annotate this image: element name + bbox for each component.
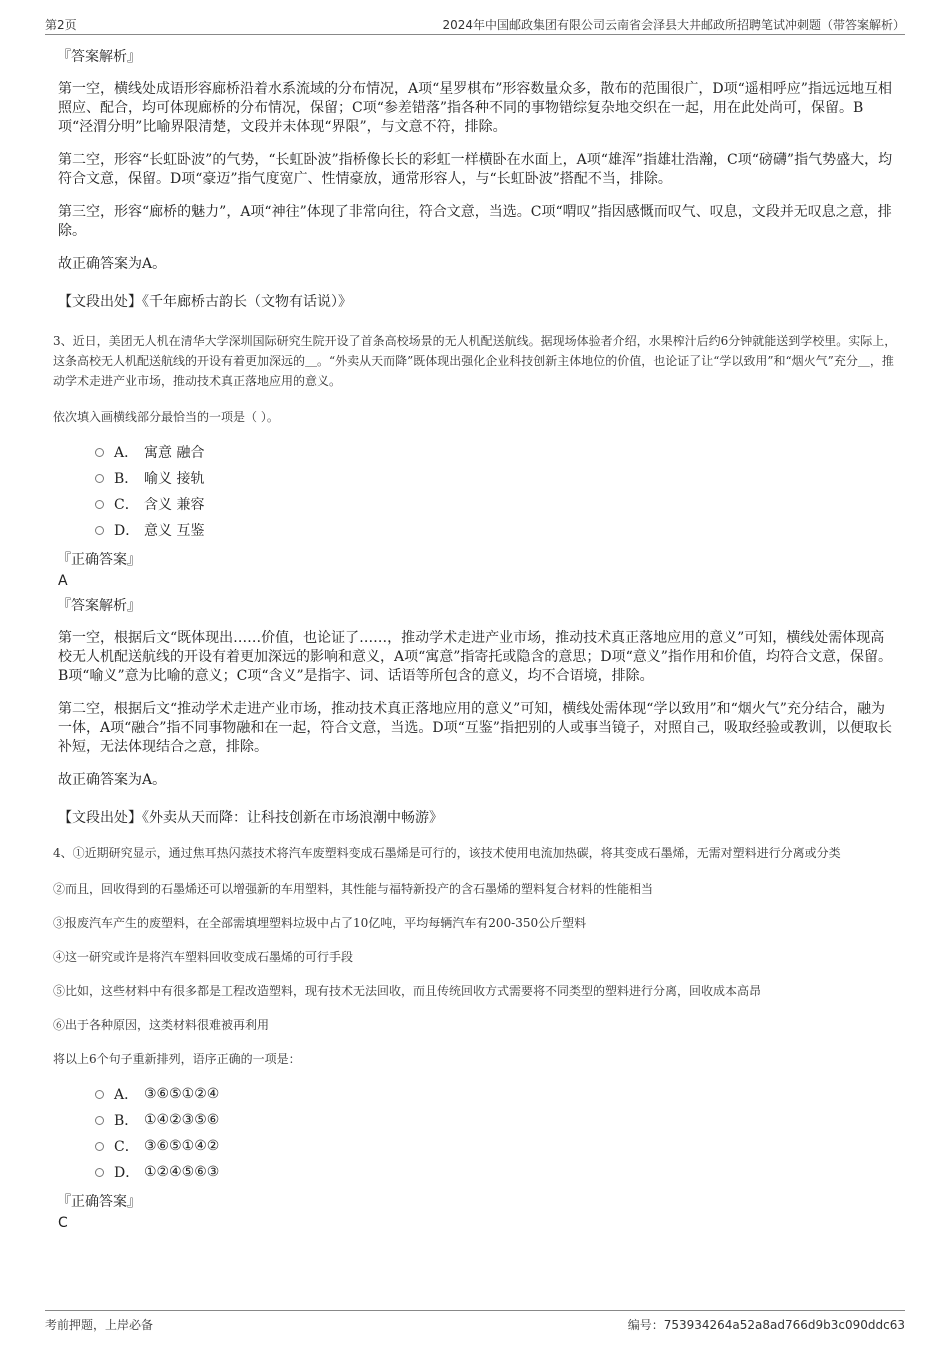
source-title: 《外卖从天而降：让科技创新在市场浪潮中畅游》 xyxy=(142,810,443,826)
option-d[interactable] xyxy=(95,1159,905,1185)
analysis-paragraph: 第一空，横线处成语形容廊桥沿着水系流域的分布情况，A项“星罗棋布”形容数量众多，散布的范围很广，D项“遥相呼应”指远远地互相照应、配合，均可体现廊桥的分布情况，保留；C项“参差错落”指各种不同的事物错综复杂地交织在一起，用在此处尚可，保留。B项“泾渭分明”比喻界限清楚，文段并未体现“界限”，与文意不符，排除。 xyxy=(58,81,892,135)
option-letter: B． xyxy=(114,471,139,487)
final-answer: 故正确答案为A。 xyxy=(58,256,167,272)
option-a[interactable] xyxy=(95,1081,905,1107)
question-instruction: 将以上6个句子重新排列，语序正确的一项是： xyxy=(53,1052,301,1066)
page-number: 第2页 xyxy=(45,18,77,32)
question-stem: 3、近日，美团无人机在清华大学深圳国际研究生院开设了首条高校场景的无人机配送航线。据现场体验者介绍，水果榨汁后约6分钟就能送到学校里。实际上，这条高校无人机配送航线的开设有着更加深远的＿。“外卖从天而降”既体现出强化企业科技创新主体地位的价值，也论证了让“学以致用”和“烟火气”充分＿，推动学术走进产业市场，推动技术真正落地应用的意义。 xyxy=(53,334,897,388)
option-a[interactable] xyxy=(95,439,905,465)
option-b[interactable] xyxy=(95,465,905,491)
correct-answer-heading: 『正确答案』 xyxy=(57,552,141,568)
source-citation xyxy=(58,291,905,311)
option-text: ③⑥⑤①②④ xyxy=(144,1086,220,1102)
final-answer: 故正确答案为A。 xyxy=(58,772,167,788)
options-list xyxy=(95,439,905,543)
option-letter: A． xyxy=(114,445,139,461)
question-sentence: ⑥出于各种原因，这类材料很难被再利用 xyxy=(53,1018,270,1032)
document-body xyxy=(55,40,905,1231)
radio-button[interactable] xyxy=(95,1090,104,1099)
option-text: ①②④⑤⑥③ xyxy=(144,1164,220,1180)
page-header xyxy=(45,14,905,35)
page-footer xyxy=(45,1310,905,1335)
analysis-paragraph: 第一空，根据后文“既体现出……价值，也论证了……，推动学术走进产业市场，推动技术真正落地应用的意义”可知，横线处需体现高校无人机配送航线的开设有着更加深远的影响和意义，A项“寓意”指寄托或隐含的意思；D项“意义”指作用和价值，均符合文意，保留。B项“喻义”意为比喻的意义；C项“含义”是指字、词、话语等所包含的意义，均不合语境，排除。 xyxy=(58,630,892,684)
analysis-paragraph: 第二空，根据后文“推动学术走进产业市场，推动技术真正落地应用的意义”可知，横线处需体现“学以致用”和“烟火气”充分结合，融为一体，A项“融合”指不同事物融和在一起，符合文意，当选。D项“互鉴”指把别的人或事当镜子，对照自己，吸取经验或教训，以便取长补短，无法体现结合之意，排除。 xyxy=(58,701,892,755)
option-c[interactable] xyxy=(95,491,905,517)
options-list xyxy=(95,1081,905,1185)
option-letter: B． xyxy=(114,1113,139,1129)
option-text: 意义 互鉴 xyxy=(144,523,205,539)
document-title: 2024年中国邮政集团有限公司云南省会泽县大井邮政所招聘笔试冲刺题（带答案解析） xyxy=(442,18,905,32)
question-sentence: 4、①近期研究显示，通过焦耳热闪蒸技术将汽车废塑料变成石墨烯是可行的，该技术使用电流加热碳，将其变成石墨烯，无需对塑料进行分离或分类 xyxy=(53,846,841,860)
question-sentence: ③报废汽车产生的废塑料，在全部需填埋塑料垃圾中占了10亿吨，平均每辆汽车有200-350公斤塑料 xyxy=(53,916,587,930)
option-b[interactable] xyxy=(95,1107,905,1133)
analysis-heading: 『答案解析』 xyxy=(57,598,141,614)
correct-answer-value: A xyxy=(58,573,68,589)
footer-slogan: 考前押题，上岸必备 xyxy=(45,1318,154,1332)
option-d[interactable] xyxy=(95,517,905,543)
option-text: 喻义 接轨 xyxy=(144,471,205,487)
option-c[interactable] xyxy=(95,1133,905,1159)
question-sentence: ②而且，回收得到的石墨烯还可以增强新的车用塑料，其性能与福特新投产的含石墨烯的塑料复合材料的性能相当 xyxy=(53,882,654,896)
correct-answer-heading: 『正确答案』 xyxy=(57,1194,141,1210)
radio-button[interactable] xyxy=(95,1142,104,1151)
analysis-paragraph: 第三空，形容“廊桥的魅力”，A项“神往”体现了非常向往，符合文意，当选。C项“喟叹”指因感慨而叹气、叹息，文段并无叹息之意，排除。 xyxy=(58,204,892,239)
question-sentence: ⑤比如，这些材料中有很多都是工程改造塑料，现有技术无法回收，而且传统回收方式需要将不同类型的塑料进行分离，回收成本高昂 xyxy=(53,984,762,998)
radio-button[interactable] xyxy=(95,500,104,509)
option-text: 含义 兼容 xyxy=(144,497,205,513)
source-prefix: 【文段出处】 xyxy=(58,810,142,826)
radio-button[interactable] xyxy=(95,474,104,483)
source-title: 《千年廊桥古韵长（文物有话说）》 xyxy=(142,294,352,310)
analysis-heading: 『答案解析』 xyxy=(57,49,141,65)
radio-button[interactable] xyxy=(95,1168,104,1177)
option-letter: C． xyxy=(114,497,139,513)
analysis-paragraph: 第二空，形容“长虹卧波”的气势，“长虹卧波”指桥像长长的彩虹一样横卧在水面上，A项“雄浑”指雄壮浩瀚，C项“磅礴”指气势盛大，均符合文意，保留。D项“豪迈”指气度宽广、性情豪放，通常形容人，与“长虹卧波”搭配不当，排除。 xyxy=(58,152,893,187)
option-letter: D． xyxy=(114,523,140,539)
question-instruction: 依次填入画横线部分最恰当的一项是（ ）。 xyxy=(53,410,279,424)
option-letter: A． xyxy=(114,1087,139,1103)
question-sentence: ④这一研究或许是将汽车塑料回收变成石墨烯的可行手段 xyxy=(53,950,354,964)
document-id: 编号：753934264a52a8ad766d9b3c090ddc63 xyxy=(627,1318,905,1332)
option-text: ①④②③⑤⑥ xyxy=(144,1112,220,1128)
radio-button[interactable] xyxy=(95,526,104,535)
option-letter: C． xyxy=(114,1139,139,1155)
radio-button[interactable] xyxy=(95,448,104,457)
correct-answer-value: C xyxy=(58,1215,68,1231)
radio-button[interactable] xyxy=(95,1116,104,1125)
source-prefix: 【文段出处】 xyxy=(58,294,142,310)
source-citation xyxy=(58,807,905,827)
option-letter: D． xyxy=(114,1165,140,1181)
option-text: 寓意 融合 xyxy=(144,445,205,461)
option-text: ③⑥⑤①④② xyxy=(144,1138,220,1154)
